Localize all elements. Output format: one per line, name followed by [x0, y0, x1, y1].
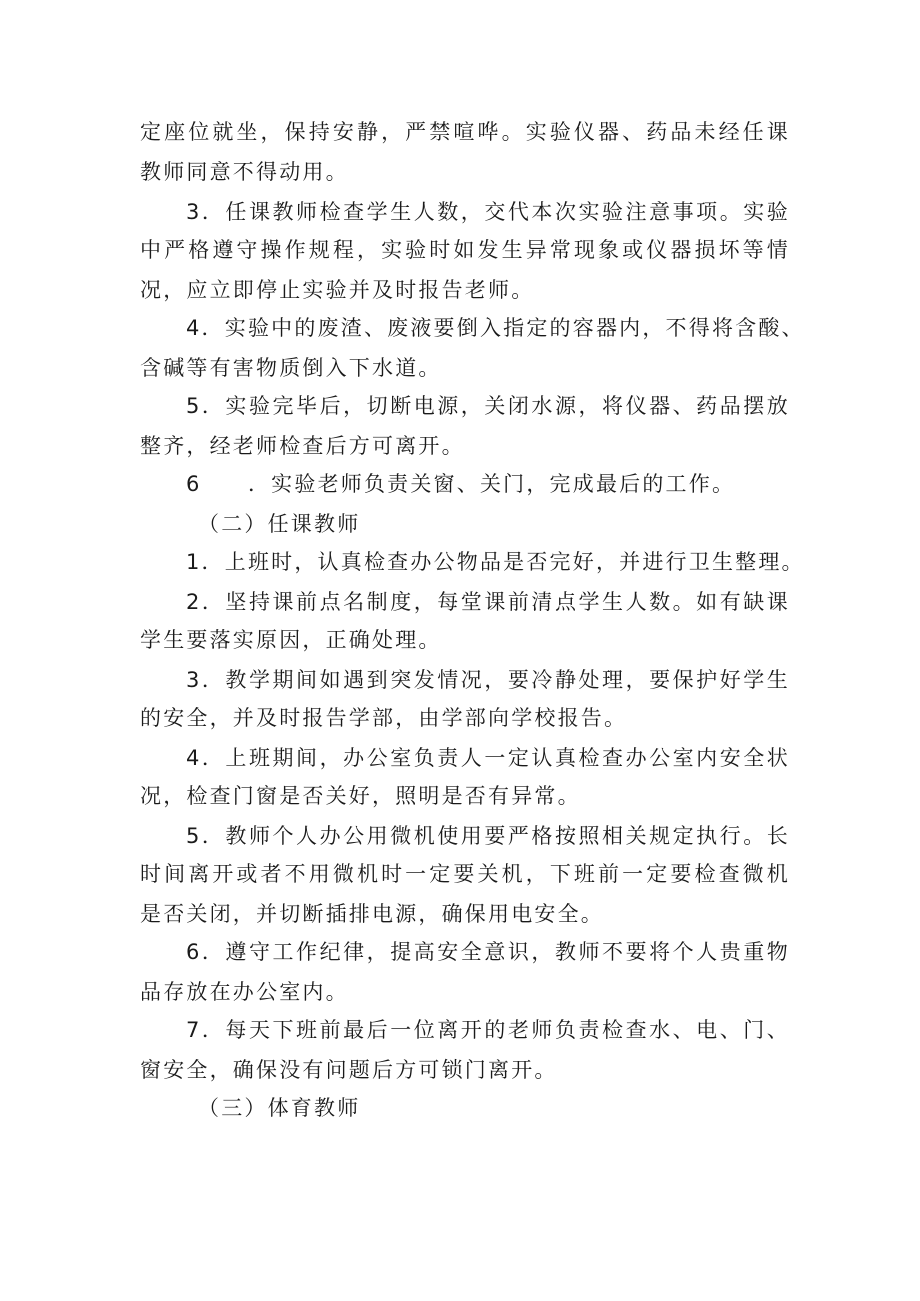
text-line: 3．教学期间如遇到突发情况，要冷静处理，要保护好学生: [186, 668, 790, 692]
text-line: 教师同意不得动用。: [140, 160, 349, 184]
text-line: 窗安全，确保没有问题后方可锁门离开。: [140, 1058, 558, 1082]
text-line: 学生要落实原因，正确处理。: [140, 628, 442, 652]
text-line: 含碱等有害物质倒入下水道。: [140, 356, 442, 380]
text-line: 5．实验完毕后，切断电源，关闭水源，将仪器、药品摆放: [186, 394, 790, 418]
text-line: 5．教师个人办公用微机使用要严格按照相关规定执行。长: [186, 824, 790, 848]
text-line: 4．实验中的废渣、废液要倒入指定的容器内，不得将含酸、: [186, 316, 805, 340]
text-line: 7．每天下班前最后一位离开的老师负责检查水、电、门、: [186, 1018, 790, 1042]
text-line: 4．上班期间，办公室负责人一定认真检查办公室内安全状: [186, 746, 790, 770]
text-line: 中严格遵守操作规程，实验时如发生异常现象或仪器损坏等情: [140, 238, 790, 262]
text-line: 况，应立即停止实验并及时报告老师。: [140, 278, 535, 302]
text-line: 6 ．实验老师负责关窗、关门，完成最后的工作。: [186, 472, 736, 496]
text-line: 定座位就坐，保持安静，严禁喧哗。实验仪器、药品未经任课: [140, 120, 790, 144]
text-line: 3．任课教师检查学生人数，交代本次实验注意事项。实验: [186, 200, 790, 224]
text-line: 品存放在办公室内。: [140, 980, 349, 1004]
text-line: 是否关闭，并切断插排电源，确保用电安全。: [140, 902, 604, 926]
text-line: 时间离开或者不用微机时一定要关机，下班前一定要检查微机: [140, 862, 790, 886]
text-line: 况，检查门窗是否关好，照明是否有异常。: [140, 784, 581, 808]
text-line: 1．上班时，认真检查办公物品是否完好，并进行卫生整理。: [186, 550, 805, 574]
text-line: 2．坚持课前点名制度，每堂课前清点学生人数。如有缺课: [186, 590, 790, 614]
text-line: 整齐，经老师检查后方可离开。: [140, 434, 465, 458]
text-line: 的安全，并及时报告学部，由学部向学校报告。: [140, 706, 628, 730]
section-heading: （三）体育教师: [198, 1096, 361, 1120]
text-line: 6．遵守工作纪律，提高安全意识，教师不要将个人贵重物: [186, 940, 790, 964]
section-heading: （二）任课教师: [198, 512, 361, 536]
